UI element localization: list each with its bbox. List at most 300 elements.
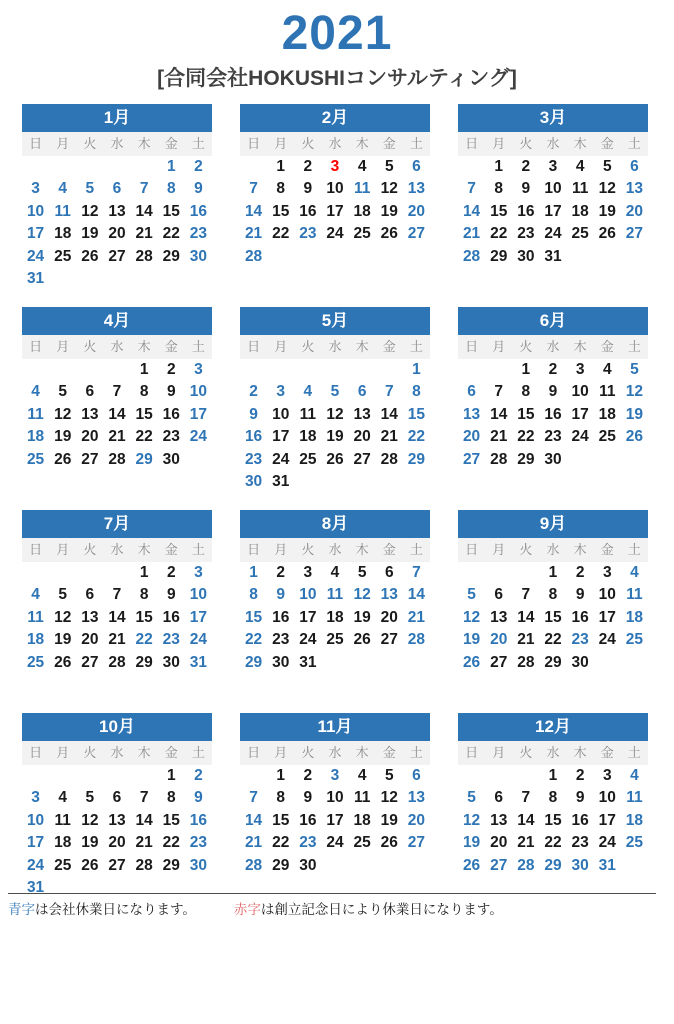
date-cell: 13	[462, 405, 481, 423]
date-cell: 25	[26, 653, 45, 671]
date-cell: 23	[162, 428, 180, 446]
date-cell: 7	[412, 564, 421, 581]
empty-cell	[76, 562, 103, 584]
empty-cell	[240, 765, 267, 787]
date-cell: 12	[81, 202, 99, 220]
weekday-label: 水	[328, 339, 342, 354]
weekday-label: 水	[110, 542, 124, 557]
date-cell: 27	[81, 450, 99, 468]
empty-cell	[49, 156, 76, 178]
date-cell: 15	[517, 405, 535, 423]
date-cell: 5	[357, 564, 367, 581]
date-cell: 29	[544, 653, 562, 671]
date-cell: 17	[598, 811, 616, 829]
weekday-label: 木	[573, 136, 587, 151]
date-cell: 3	[330, 767, 340, 784]
date-cell: 20	[108, 225, 126, 243]
date-cell: 15	[135, 405, 153, 423]
date-cell: 4	[330, 564, 340, 581]
date-cell: 28	[517, 653, 535, 671]
date-cell: 14	[407, 586, 426, 604]
date-cell: 17	[544, 202, 562, 220]
date-cell: 18	[299, 428, 317, 446]
date-cell: 8	[139, 586, 149, 604]
date-cell: 11	[54, 811, 71, 829]
date-cell: 10	[299, 586, 317, 604]
date-cell: 1	[548, 564, 558, 581]
date-cell: 25	[353, 225, 371, 243]
date-cell: 6	[494, 586, 504, 604]
date-cell: 11	[599, 383, 616, 401]
date-cell: 10	[189, 383, 208, 401]
legend-red-text: は創立記念日により休業日になります。	[260, 902, 503, 917]
weekday-label: 金	[382, 136, 396, 151]
date-cell: 14	[244, 811, 263, 829]
date-cell: 20	[81, 428, 99, 446]
date-cell: 17	[326, 811, 344, 829]
date-cell: 13	[625, 180, 644, 198]
date-cell: 10	[272, 405, 290, 423]
weekday-label: 木	[137, 136, 151, 151]
weekday-label: 日	[247, 542, 261, 557]
empty-cell	[321, 359, 348, 381]
date-cell: 22	[407, 428, 426, 446]
empty-cell	[22, 562, 49, 584]
date-cell: 1	[139, 564, 149, 581]
date-cell: 17	[598, 608, 616, 626]
date-cell: 8	[276, 180, 286, 198]
date-cell: 11	[326, 586, 344, 604]
date-cell: 21	[135, 834, 153, 852]
date-cell: 15	[162, 202, 180, 220]
date-cell: 16	[272, 608, 290, 626]
date-cell: 15	[272, 202, 290, 220]
month-title: 5月	[240, 307, 430, 335]
weekday-label: 火	[519, 339, 533, 354]
weekday-label: 金	[382, 339, 396, 354]
date-cell: 21	[517, 834, 535, 852]
date-cell: 4	[357, 158, 367, 175]
date-cell: 11	[626, 586, 643, 604]
weekday-label: 火	[519, 542, 533, 557]
weekday-label: 月	[492, 339, 506, 354]
weekday-row	[240, 741, 430, 765]
weekday-label: 火	[519, 136, 533, 151]
date-cell: 28	[244, 856, 263, 874]
date-cell: 8	[521, 383, 531, 401]
date-cell: 9	[303, 180, 313, 198]
weekday-label: 木	[137, 339, 151, 354]
date-cell: 1	[276, 767, 286, 784]
date-cell: 16	[299, 202, 317, 220]
date-cell: 7	[249, 789, 258, 807]
date-cell: 25	[598, 428, 616, 446]
date-cell: 21	[407, 608, 426, 626]
date-cell: 1	[548, 767, 558, 784]
weekday-label: 水	[328, 136, 342, 151]
date-cell: 17	[272, 428, 290, 446]
date-cell: 18	[54, 225, 72, 243]
weekday-label: 金	[382, 542, 396, 557]
date-cell: 31	[598, 856, 616, 874]
date-cell: 12	[625, 383, 644, 401]
date-cell: 18	[571, 202, 589, 220]
empty-cell	[267, 359, 294, 381]
weekday-label: 火	[301, 542, 315, 557]
weekday-label: 金	[164, 745, 178, 760]
weekday-row	[458, 538, 648, 562]
date-cell: 13	[490, 608, 508, 626]
date-cell: 29	[162, 247, 180, 265]
date-cell: 27	[353, 450, 371, 468]
date-cell: 19	[81, 834, 99, 852]
date-cell: 25	[54, 247, 72, 265]
date-cell: 27	[490, 653, 508, 671]
date-cell: 5	[85, 180, 95, 198]
date-cell: 22	[544, 834, 562, 852]
date-cell: 22	[272, 225, 290, 243]
date-cell: 1	[276, 158, 286, 175]
date-cell: 27	[108, 856, 126, 874]
date-cell: 2	[521, 158, 531, 175]
date-cell: 28	[380, 450, 398, 468]
date-cell: 9	[194, 789, 203, 807]
date-cell: 15	[244, 608, 263, 626]
weekday-label: 月	[56, 745, 70, 760]
date-cell: 29	[407, 450, 426, 468]
date-cell: 18	[625, 811, 644, 829]
date-cell: 22	[135, 631, 153, 649]
date-cell: 21	[244, 834, 263, 852]
date-cell: 12	[598, 180, 616, 198]
date-cell: 5	[467, 789, 476, 807]
date-cell: 15	[162, 811, 180, 829]
date-cell: 10	[26, 202, 45, 220]
date-cell: 10	[571, 383, 589, 401]
weekday-label: 土	[627, 339, 641, 354]
date-cell: 11	[299, 405, 317, 423]
date-cell: 5	[602, 158, 612, 175]
date-cell: 16	[544, 405, 562, 423]
date-cell: 5	[467, 586, 476, 604]
weekday-label: 土	[191, 339, 205, 354]
weekday-label: 日	[465, 136, 479, 151]
date-cell: 6	[112, 789, 122, 807]
empty-cell	[240, 359, 267, 381]
dates-grid	[22, 765, 212, 899]
weekday-label: 土	[191, 136, 205, 151]
date-cell: 1	[139, 361, 149, 378]
date-cell: 11	[626, 789, 643, 807]
date-cell: 18	[54, 834, 72, 852]
empty-cell	[76, 765, 103, 787]
date-cell: 17	[571, 405, 589, 423]
empty-cell	[103, 562, 130, 584]
date-cell: 30	[571, 856, 589, 874]
date-cell: 9	[575, 789, 585, 807]
date-cell: 26	[380, 225, 398, 243]
month-title: 11月	[240, 713, 430, 741]
date-cell: 24	[26, 247, 45, 265]
date-cell: 5	[384, 767, 394, 784]
weekday-label: 月	[274, 745, 288, 760]
date-cell: 14	[108, 608, 126, 626]
weekday-label: 金	[164, 339, 178, 354]
date-cell: 14	[380, 405, 398, 423]
date-cell: 12	[462, 608, 481, 626]
dates-grid	[240, 562, 430, 674]
date-cell: 2	[194, 767, 203, 784]
date-cell: 2	[303, 158, 313, 175]
date-cell: 16	[571, 811, 589, 829]
date-cell: 18	[625, 608, 644, 626]
company-subtitle: [合同会社HOKUSHIコンサルティング]	[157, 67, 517, 90]
date-cell: 9	[575, 586, 585, 604]
weekday-label: 火	[83, 136, 97, 151]
date-cell: 29	[135, 653, 153, 671]
date-cell: 29	[544, 856, 562, 874]
dates-grid	[22, 562, 212, 674]
date-cell: 2	[548, 361, 558, 378]
month-block-12	[458, 713, 648, 877]
date-cell: 4	[575, 158, 585, 175]
date-cell: 23	[571, 631, 589, 649]
date-cell: 2	[249, 383, 258, 401]
date-cell: 24	[544, 225, 562, 243]
date-cell: 6	[412, 767, 421, 784]
date-cell: 15	[272, 811, 290, 829]
weekday-label: 日	[29, 542, 43, 557]
date-cell: 17	[26, 225, 45, 243]
weekday-label: 水	[110, 136, 124, 151]
weekday-label: 火	[301, 745, 315, 760]
date-cell: 18	[353, 202, 371, 220]
date-cell: 6	[467, 383, 476, 401]
date-cell: 16	[189, 811, 208, 829]
weekday-label: 土	[409, 542, 423, 557]
date-cell: 19	[380, 811, 398, 829]
date-cell: 21	[244, 225, 263, 243]
date-cell: 26	[81, 856, 99, 874]
date-cell: 7	[521, 586, 531, 604]
empty-cell	[131, 765, 158, 787]
date-cell: 30	[244, 472, 263, 490]
date-cell: 13	[407, 789, 426, 807]
date-cell: 14	[517, 811, 535, 829]
date-cell: 16	[244, 428, 263, 446]
date-cell: 12	[462, 811, 481, 829]
date-cell: 17	[299, 608, 317, 626]
date-cell: 19	[54, 428, 72, 446]
date-cell: 14	[462, 202, 481, 220]
weekday-label: 金	[164, 542, 178, 557]
date-cell: 10	[598, 789, 616, 807]
empty-cell	[22, 765, 49, 787]
empty-cell	[485, 562, 512, 584]
date-cell: 26	[462, 856, 481, 874]
date-cell: 19	[462, 834, 481, 852]
date-cell: 30	[517, 247, 535, 265]
date-cell: 27	[462, 450, 481, 468]
empty-cell	[22, 359, 49, 381]
date-cell: 5	[330, 383, 340, 401]
empty-cell	[458, 562, 485, 584]
calendar-header	[0, 0, 674, 104]
date-cell: 16	[162, 608, 180, 626]
date-cell: 13	[380, 586, 398, 604]
date-cell: 6	[85, 383, 95, 401]
date-cell: 25	[625, 631, 644, 649]
weekday-row	[458, 741, 648, 765]
date-cell: 20	[353, 428, 371, 446]
weekday-label: 月	[492, 136, 506, 151]
weekday-row	[458, 335, 648, 359]
weekday-row	[22, 335, 212, 359]
date-cell: 4	[357, 767, 367, 784]
date-cell: 8	[548, 789, 558, 807]
date-cell: 21	[108, 631, 126, 649]
date-cell: 26	[326, 450, 344, 468]
empty-cell	[294, 359, 321, 381]
date-cell: 24	[598, 834, 616, 852]
date-cell: 10	[598, 586, 616, 604]
empty-cell	[103, 359, 130, 381]
weekday-label: 月	[492, 542, 506, 557]
weekday-label: 月	[274, 339, 288, 354]
empty-cell	[131, 156, 158, 178]
date-cell: 13	[108, 811, 126, 829]
weekday-label: 日	[247, 745, 261, 760]
weekday-row	[240, 538, 430, 562]
date-cell: 9	[249, 405, 258, 423]
date-cell: 26	[353, 631, 371, 649]
date-cell: 14	[517, 608, 535, 626]
weekday-label: 水	[546, 542, 560, 557]
weekday-label: 水	[328, 542, 342, 557]
date-cell: 19	[625, 405, 644, 423]
month-title: 9月	[458, 510, 648, 538]
weekday-label: 木	[137, 542, 151, 557]
date-cell: 12	[54, 405, 72, 423]
date-cell: 1	[249, 564, 258, 581]
date-cell: 4	[58, 180, 68, 198]
empty-cell	[103, 156, 130, 178]
date-cell: 21	[135, 225, 153, 243]
date-cell: 11	[571, 180, 589, 198]
empty-cell	[240, 156, 267, 178]
date-cell: 19	[462, 631, 481, 649]
date-cell: 6	[494, 789, 504, 807]
date-cell: 21	[490, 428, 508, 446]
date-cell: 14	[135, 811, 153, 829]
empty-cell	[22, 156, 49, 178]
weekday-label: 土	[627, 745, 641, 760]
date-cell: 10	[326, 180, 344, 198]
month-title: 8月	[240, 510, 430, 538]
date-cell: 20	[490, 834, 508, 852]
date-cell: 27	[108, 247, 126, 265]
date-cell: 22	[162, 225, 180, 243]
date-cell: 11	[353, 789, 371, 807]
legend-blue-text: は会社休業日になります。	[35, 902, 196, 917]
dates-grid	[240, 156, 430, 268]
month-title: 2月	[240, 104, 430, 132]
weekday-row	[22, 538, 212, 562]
date-cell: 15	[407, 405, 426, 423]
date-cell: 17	[26, 834, 45, 852]
date-cell: 30	[162, 450, 180, 468]
weekday-label: 土	[627, 136, 641, 151]
date-cell: 28	[407, 631, 426, 649]
date-cell: 2	[276, 564, 286, 581]
date-cell: 31	[299, 653, 317, 671]
date-cell: 12	[353, 586, 371, 604]
date-cell: 24	[326, 225, 344, 243]
date-cell: 23	[244, 450, 263, 468]
date-cell: 27	[407, 834, 426, 852]
empty-cell	[49, 562, 76, 584]
date-cell: 27	[380, 631, 398, 649]
date-cell: 4	[58, 789, 68, 807]
month-block-10	[22, 713, 212, 899]
date-cell: 3	[31, 789, 40, 807]
date-cell: 29	[135, 450, 153, 468]
weekday-label: 土	[191, 542, 205, 557]
date-cell: 24	[26, 856, 45, 874]
date-cell: 7	[112, 383, 122, 401]
date-cell: 17	[326, 202, 344, 220]
date-cell: 29	[244, 653, 263, 671]
date-cell: 24	[299, 631, 317, 649]
date-cell: 11	[27, 405, 44, 423]
date-cell: 9	[166, 383, 176, 401]
date-cell: 29	[490, 247, 508, 265]
legend-red-term: 赤字	[233, 902, 261, 917]
date-cell: 7	[249, 180, 258, 198]
date-cell: 13	[108, 202, 126, 220]
weekday-label: 火	[83, 339, 97, 354]
date-cell: 18	[598, 405, 616, 423]
date-cell: 7	[521, 789, 531, 807]
date-cell: 5	[384, 158, 394, 175]
empty-cell	[49, 359, 76, 381]
weekday-label: 金	[600, 542, 614, 557]
weekday-label: 火	[519, 745, 533, 760]
date-cell: 5	[58, 586, 68, 604]
date-cell: 16	[162, 405, 180, 423]
date-cell: 2	[303, 767, 313, 784]
date-cell: 31	[26, 269, 45, 287]
date-cell: 6	[112, 180, 122, 198]
date-cell: 25	[299, 450, 317, 468]
weekday-label: 日	[29, 745, 43, 760]
date-cell: 26	[81, 247, 99, 265]
dates-grid	[458, 765, 648, 877]
date-cell: 19	[380, 202, 398, 220]
date-cell: 3	[548, 158, 558, 175]
date-cell: 8	[166, 789, 176, 807]
date-cell: 13	[407, 180, 426, 198]
weekday-label: 水	[546, 745, 560, 760]
weekday-label: 土	[409, 339, 423, 354]
date-cell: 28	[244, 247, 263, 265]
weekday-row	[22, 132, 212, 156]
date-cell: 16	[517, 202, 535, 220]
date-cell: 3	[303, 564, 313, 581]
date-cell: 26	[598, 225, 616, 243]
date-cell: 8	[139, 383, 149, 401]
month-title: 10月	[22, 713, 212, 741]
